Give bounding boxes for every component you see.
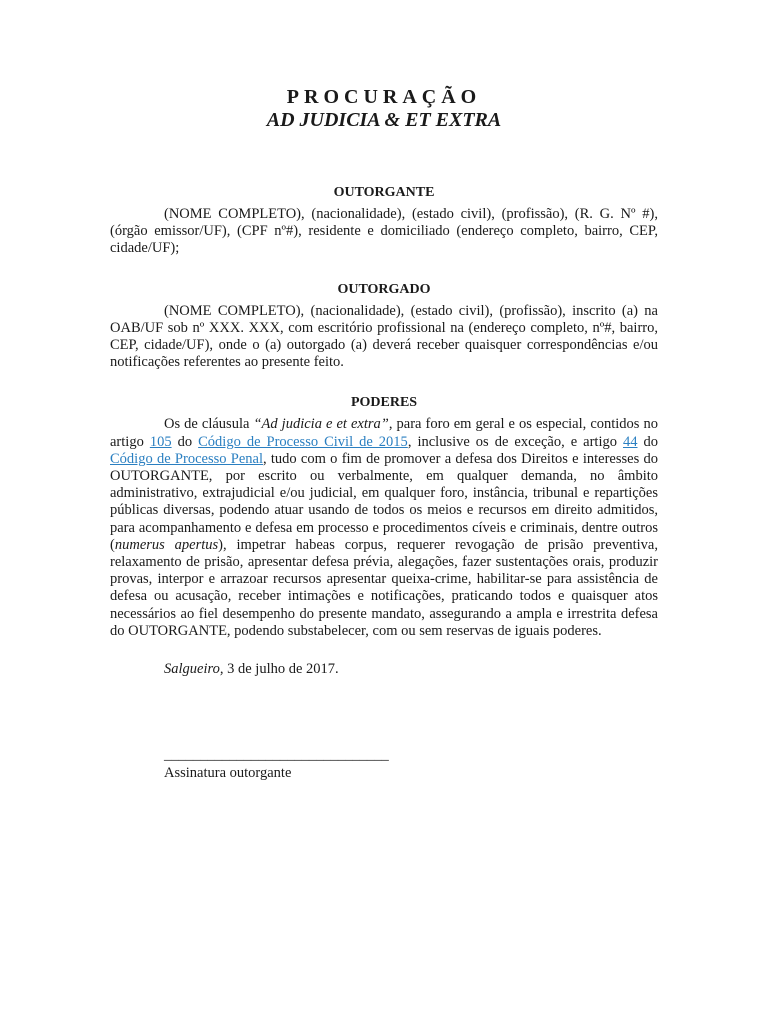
poderes-text-part: , para foro em geral e os especial, contidos no artigo (110, 416, 658, 450)
poderes-text-part: Os de cláusula (164, 416, 254, 433)
document-page (110, 86, 658, 782)
clause-quote: “Ad judicia e et extra” (253, 416, 389, 433)
codigo-processo-penal-link[interactable]: Código de Processo Penal (110, 450, 263, 467)
poderes-text (110, 416, 658, 640)
outorgado-text: (NOME COMPLETO), (nacionalidade), (estado civil), (profissão), inscrito (a) na OAB/UF sob nº XXX. XXX, com escritório profissional na (endereço completo, nº#, bairro, CEP, cidade/UF), onde o (a) outorgado (a) deverá receber quaisquer correspondências e/ou notificações referentes ao presente feito. (110, 302, 658, 371)
poderes-heading: PODERES (350, 395, 418, 411)
date-place: Salgueiro, (164, 661, 224, 678)
poderes-text-part: , inclusive os de exceção, e artigo (407, 433, 623, 450)
poderes-text-part: do (637, 433, 659, 450)
document-date (110, 660, 658, 678)
outorgante-heading: OUTORGANTE (333, 185, 435, 200)
poderes-text-part: , tudo com o fim de promover a defesa dos Direitos e interesses do OUTORGANTE, por escrito ou verbalmente, em qualquer demanda, no âmbito administrativo, extrajudicial e/ou judicial, em qualquer foro, instância, tribunal e repartições públicas diversas, podendo atuar usando de todos os meios e recursos em direito admitidos, para acompanhamento e defesa em processo e procedimentos cíveis e criminais, dentre outros ( (110, 450, 658, 553)
signature-line: _______________________________ (164, 747, 389, 764)
article-105-link[interactable]: 105 (149, 433, 172, 450)
numerus-apertus: numerus apertus (114, 536, 219, 553)
document-title: PROCURAÇÃO (286, 86, 482, 108)
date-text: 3 de julho de 2017. (223, 661, 339, 678)
poderes-text-part: do (171, 433, 199, 450)
outorgado-heading: OUTORGADO (337, 281, 431, 297)
poderes-text-part: ), impetrar habeas corpus, requerer revogação de prisão preventiva, relaxamento de prisão, apresentar defesa prévia, alegações, fazer sustentações orais, produzir provas, interpor e arrazoar recursos apresentar queixa-crime, habilitar-se para assistência de defesa ou acusação, receber intimações e notificações, praticando todos e quaisquer atos necessários ao fiel desempenho do presente mandato, assegurando a ampla e irrestrita defesa do OUTORGANTE, podendo substabelecer, com ou sem reservas de iguais poderes. (110, 536, 658, 639)
signature-label: Assinatura outorgante (164, 765, 292, 782)
article-44-link[interactable]: 44 (623, 433, 638, 450)
document-subtitle: AD JUDICIA & ET EXTRA (266, 109, 502, 131)
outorgante-text: (NOME COMPLETO), (nacionalidade), (estado civil), (profissão), (R. G. Nº #), (órgão emissor/UF), (CPF nº#), residente e domiciliado (endereço completo, bairro, CEP, cidade/UF); (110, 206, 658, 257)
codigo-processo-civil-link[interactable]: Código de Processo Civil de 2015 (198, 433, 408, 450)
